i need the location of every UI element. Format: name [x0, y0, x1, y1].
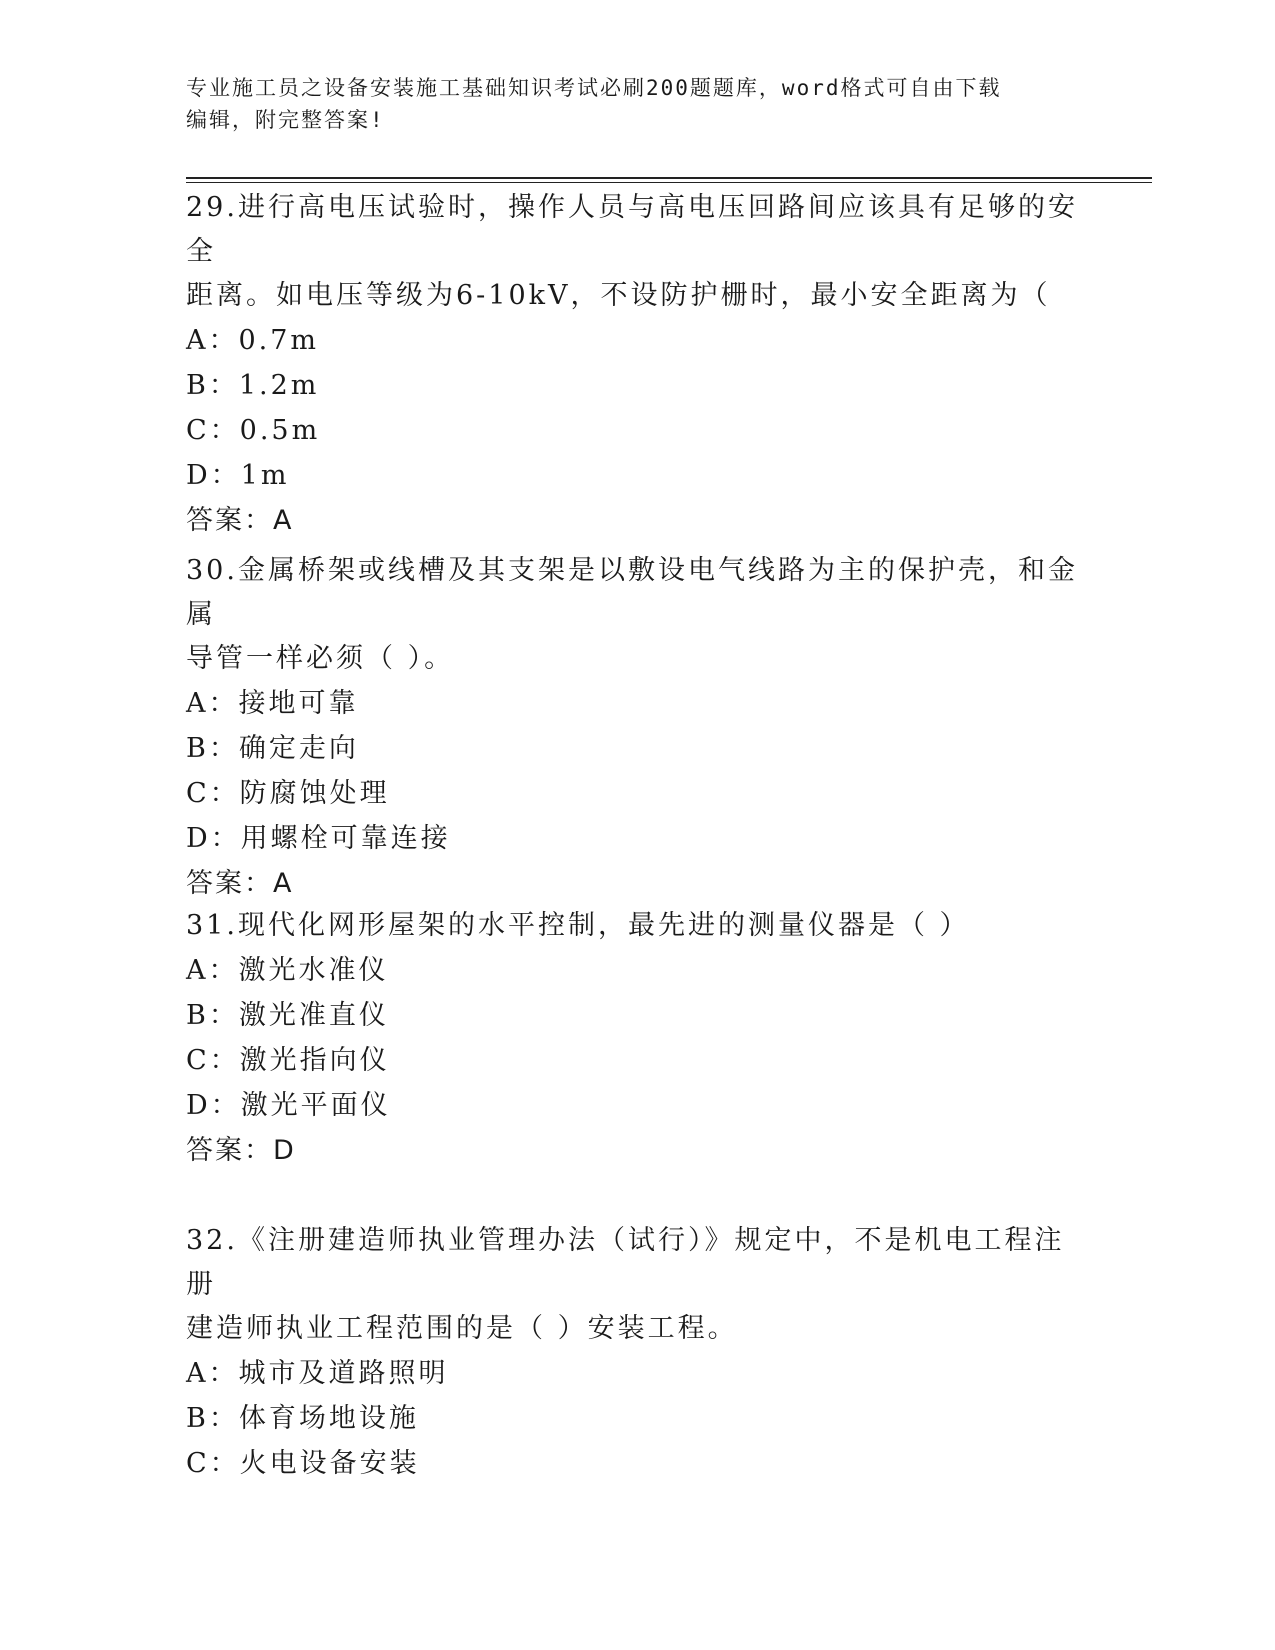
option-c: C：0.5m	[186, 415, 321, 446]
option-c: C：防腐蚀处理	[186, 778, 390, 809]
document-header	[186, 72, 1086, 136]
answer-label: 答案：A	[186, 505, 294, 536]
option-b: B：确定走向	[186, 733, 359, 764]
header-divider-thick	[186, 177, 1152, 179]
option-b: B：体育场地设施	[186, 1403, 419, 1434]
option-a: A：0.7m	[186, 325, 320, 356]
question-stem: 31.现代化网形屋架的水平控制，最先进的测量仪器是（ ）	[186, 910, 970, 941]
answer-label: 答案：D	[186, 1135, 296, 1166]
question-stem: 建造师执业工程范围的是（ ）安装工程。	[186, 1313, 738, 1344]
option-a: A：激光水准仪	[186, 955, 389, 986]
option-a: A：接地可靠	[186, 688, 359, 719]
question-32	[186, 1219, 1086, 1486]
question-30	[186, 549, 1086, 907]
option-d: D：1m	[186, 460, 290, 491]
option-c: C：火电设备安装	[186, 1448, 420, 1479]
option-b: B：1.2m	[186, 370, 320, 401]
header-divider-thin	[186, 182, 1152, 183]
option-d: D：激光平面仪	[186, 1090, 391, 1121]
header-line-2: 编辑，附完整答案!	[186, 108, 385, 132]
option-d: D：用螺栓可靠连接	[186, 823, 451, 854]
option-b: B：激光准直仪	[186, 1000, 389, 1031]
question-29	[186, 186, 1086, 544]
question-stem: 距离。如电压等级为6-10kV，不设防护栅时，最小安全距离为（	[186, 280, 1051, 311]
question-stem: 32.《注册建造师执业管理办法（试行）》规定中，不是机电工程注册	[186, 1225, 1065, 1300]
question-31	[186, 904, 1086, 1174]
option-a: A：城市及道路照明	[186, 1358, 449, 1389]
question-stem: 29.进行高电压试验时，操作人员与高电压回路间应该具有足够的安全	[186, 192, 1078, 267]
question-stem: 导管一样必须（ ）。	[186, 643, 455, 674]
option-c: C：激光指向仪	[186, 1045, 390, 1076]
header-line-1: 专业施工员之设备安装施工基础知识考试必刷200题题库，word格式可自由下载	[186, 76, 1002, 100]
answer-label: 答案：A	[186, 868, 294, 899]
question-stem: 30.金属桥架或线槽及其支架是以敷设电气线路为主的保护壳，和金属	[186, 555, 1078, 630]
